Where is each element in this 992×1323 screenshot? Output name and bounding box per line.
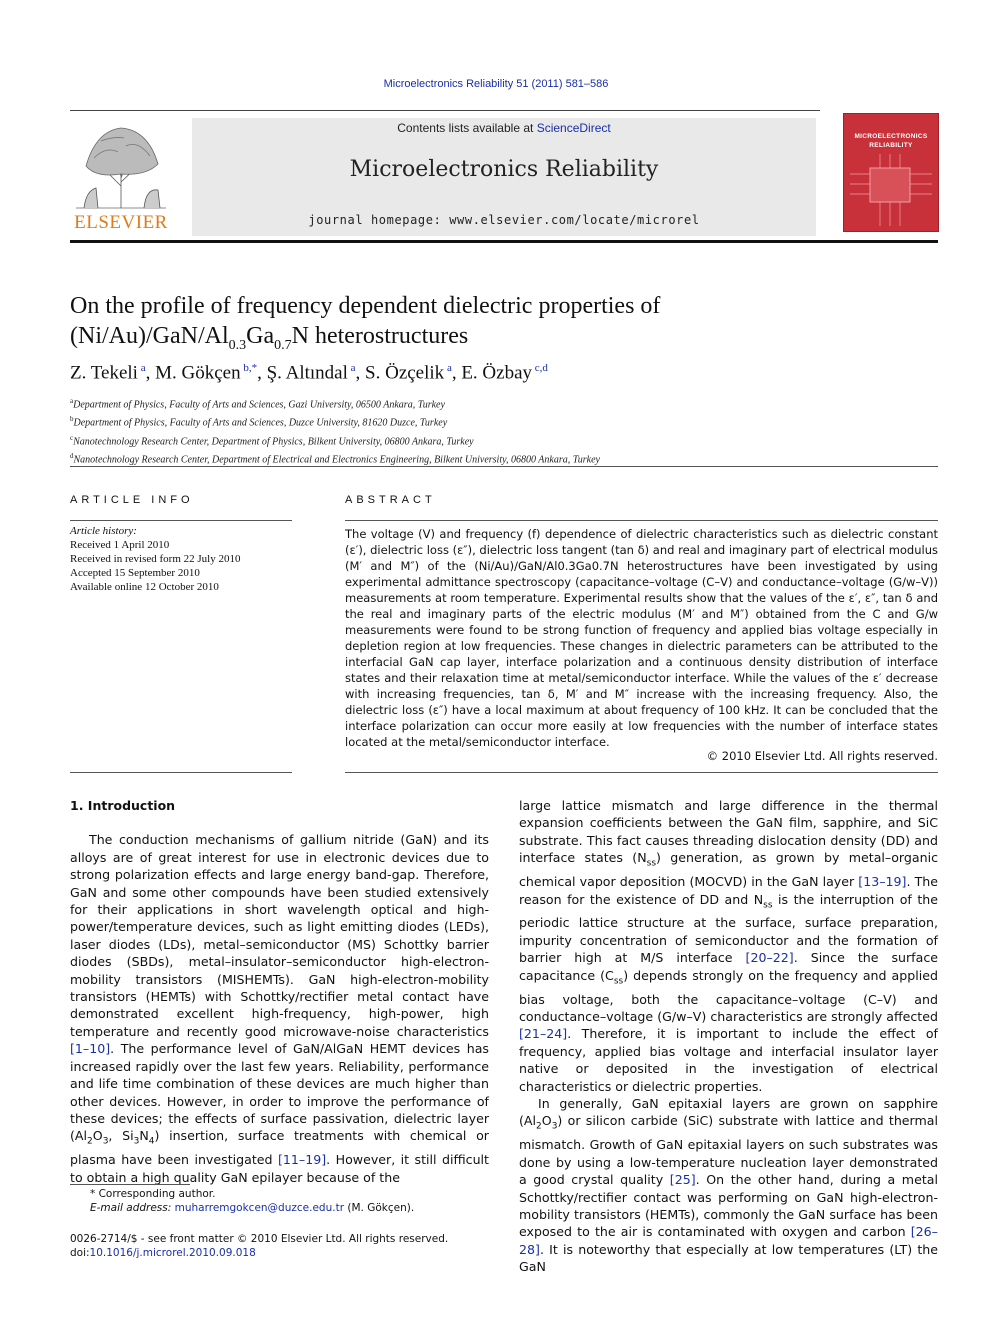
- history-item: Received 1 April 2010: [70, 539, 170, 551]
- email-label: E-mail address:: [90, 1202, 172, 1214]
- paragraph: large lattice mismatch and large difference in the thermal expansion coefficients between the GaN film, sapphire, and SiC substrate. This fact causes threading dislocation density (DD) and interface states $(N_{ss})$ generation, as grown by metal–organic chemical vapor deposition (MOCVD) in the GaN layer [13–19]. The reason for the existence of DD and $N_{ss}$ is the interruption of the periodic lattice structure at the surface, surface preparation, impurity concentration of semiconductor and the formation of barrier high at M/S interface [20–22]. Since the surface capacitance $(C_{ss})$ depends strongly on the frequency and applied bias voltage, both the capacitance–voltage (C–V) and conductance–voltage (G/w–V) characteristics are strongly affected [21–24]. Therefore, it is important to include the effect of frequency, applied bias voltage and interfacial insulator layer native or deposited in the investigation of electrical characteristics or dielectric properties.: [519, 798, 939, 1094]
- abstract-bottom-rule: [345, 772, 938, 773]
- doi-line: doi:10.1016/j.microrel.2010.09.018: [70, 1247, 256, 1259]
- affiliation: $^d$Nanotechnology Research Center, Department of Electrical and Electronics Engineering, Bilkent University, 06800 Ankara, Turkey: [70, 451, 600, 466]
- journal-title[interactable]: Microelectronics Reliability: [349, 157, 659, 182]
- footnote-rule: [70, 1184, 190, 1185]
- article-title: [70, 291, 930, 361]
- reference-link[interactable]: [1–10]: [70, 1041, 111, 1057]
- author-name: Ş. Altındal: [266, 362, 348, 384]
- publisher-wordmark[interactable]: ELSEVIER: [74, 212, 168, 233]
- footnote-marker: *: [90, 1188, 96, 1200]
- section-heading: 1. Introduction: [70, 798, 176, 813]
- reference-link[interactable]: [21–24]: [519, 1026, 568, 1042]
- title-line-2: $(Ni/Au)/GaN/Al_{0.3}Ga_{0.7}N$ heterostructures: [70, 323, 469, 353]
- footnote-label: Corresponding author.: [98, 1188, 216, 1200]
- affiliation: $^a$Department of Physics, Faculty of Arts and Sciences, Gazi University, 06500 Ankara, Turkey: [70, 397, 445, 411]
- header-top-rule: [70, 110, 820, 111]
- history-item: Accepted 15 September 2010: [70, 567, 200, 579]
- article-history: [70, 524, 292, 594]
- body-column-left: [70, 797, 489, 1186]
- journal-homepage: [192, 213, 816, 227]
- affiliation-rule: [70, 466, 938, 467]
- email-owner: (M. Gökçen).: [347, 1202, 415, 1214]
- paragraph: In generally, GaN epitaxial layers are grown on sapphire $(Al_2O_3)$ or silicon carbide (SiC) substrate with lattice and thermal mismatch. Growth of GaN epitaxial layers on such substrates was done by using a low-temperature nucleation layer demonstrated a good crystal quality [25]. On the other hand, during a metal Schottky/rectifier contact was performing on GaN high-electron-mobility transistors (HEMTs), commonly the GaN surface has been exposed to the air is contaminated with oxygen and carbon [26–28]. It is noteworthy that especially at low temperatures (LT) the GaN: [519, 1096, 938, 1275]
- header-bottom-rule: [70, 240, 938, 243]
- history-label: Article history:: [70, 525, 137, 537]
- cover-title-line-1: MICROELECTRONICS: [854, 133, 928, 140]
- author-affiliation-link[interactable]: a: [347, 362, 356, 374]
- paragraph: The conduction mechanisms of gallium nitride (GaN) and its alloys are of great interest for use in electronic devices due to strong polarization effects and large energy band-gap. Therefore, GaN and some other compounds have been studied extensively for their applications in short wavelength optical and high-power/temperature devices, such as light emitting diodes (LEDs), laser diodes (LDs), metal–semiconductor (MS) Schottky barrier diodes (SBDs), metal–insulator–semiconductor high-electron-mobility transistors (MISHEMTs). GaN high-electron-mobility transistors (HEMTs) with Schottky/rectifier metal contact have demonstrated excellent high-frequency, high-power, high temperature and recently good microwave-noise characteristics [1–10]. The performance level of GaN/AlGaN HEMT devices has increased rapidly over the last few years. Reliability, performance and life time combination of these devices are much higher than other devices. However, in order to improve the performance of these devices; the effects of surface passivation, dielectric layer ($Al_2O_3$, $Si_3N_4$) insertion, surface treatments with chemical or plasma have been investigated [11–19]. However, it still difficult to obtain a high quality GaN epilayer because of the: [70, 832, 489, 1185]
- homepage-url[interactable]: www.elsevier.com/locate/microrel: [449, 213, 700, 227]
- reference-link[interactable]: [26–28]: [519, 1224, 938, 1257]
- abstract-heading: ABSTRACT: [345, 494, 436, 506]
- corresponding-author-footnote: [70, 1187, 489, 1215]
- author-affiliation-link[interactable]: a: [137, 362, 146, 374]
- article-info-heading: ARTICLE INFO: [70, 494, 194, 506]
- author-affiliation-link[interactable]: a: [444, 362, 452, 374]
- author-list: Z. Tekeli $^a$, M. Gökçen $^{b,*}$, Ş. Altındal $^a$, S. Özçelik $^a$, E. Özbay $^{c,d}$: [70, 362, 548, 384]
- author-name: Z. Tekeli: [70, 362, 138, 384]
- email-link[interactable]: muharremgokcen@duzce.edu.tr: [174, 1202, 345, 1214]
- author-affiliation-link[interactable]: b,*: [240, 362, 258, 374]
- contents-prefix: Contents lists available at: [397, 121, 534, 135]
- journal-citation[interactable]: Microelectronics Reliability 51 (2011) 581–586: [383, 78, 609, 90]
- reference-link[interactable]: [20–22]: [745, 950, 794, 966]
- homepage-prefix: journal homepage:: [308, 213, 442, 227]
- article-info-rule: [70, 520, 292, 521]
- journal-cover-thumbnail[interactable]: [843, 113, 939, 232]
- cover-title: [844, 132, 938, 150]
- article-info-bottom-rule: [70, 772, 292, 773]
- reference-link[interactable]: [25]: [669, 1172, 696, 1188]
- history-item: Received in revised form 22 July 2010: [70, 553, 241, 565]
- affiliation-list: [70, 394, 930, 467]
- cover-title-line-2: RELIABILITY: [869, 142, 913, 149]
- reference-link[interactable]: [11–19]: [277, 1152, 327, 1168]
- body-column-right: [519, 797, 938, 1276]
- affiliation: $^b$Department of Physics, Faculty of Arts and Sciences, Duzce University, 81620 Duzce, Turkey: [70, 415, 448, 429]
- contents-line: [192, 121, 816, 135]
- abstract-rule: [345, 520, 938, 521]
- author-name: S. Özçelik: [365, 362, 445, 384]
- history-item: Available online 12 October 2010: [70, 581, 219, 593]
- author-name: M. Gökçen: [155, 362, 241, 384]
- affiliation: $^c$Nanotechnology Research Center, Department of Physics, Bilkent University, 06800 Ankara, Turkey: [70, 433, 474, 447]
- reference-link[interactable]: [13–19]: [858, 874, 907, 890]
- issn-line: 0026-2714/$ - see front matter © 2010 Elsevier Ltd. All rights reserved.: [70, 1233, 449, 1245]
- author-affiliation-link[interactable]: c,d: [532, 362, 548, 374]
- abstract-text: The voltage (V) and frequency (f) dependence of dielectric characteristics such as dielectric constant (ε′), dielectric loss (ε″), dielectric loss tangent (tan δ) and real and imaginary part of electrical modulus (M′ and M″) of the (Ni/Au)/GaN/Al0.3Ga0.7N heterostructures have been investigated by using experimental admittance spectroscopy (capacitance–voltage (C–V) and conductance–voltage (G/w–V)) measurements at room temperature. Experimental results show that the values of the ε′, ε″, tan δ and the real and imaginary parts of the electric modulus (M′ and M″) obtained from the C and G/w measurements were found to be strong function of frequency and applied bias voltage especially in depletion region at low frequencies. These changes in dielectric parameters can be attributed to the interfacial GaN cap layer, interface polarization and a continuous density distribution of interface states and their relaxation time at metal/semiconductor interface. While the values of the ε′ decrease with increasing frequencies, tan δ, M′ and M″ increase with the increasing frequency. Also, the dielectric loss (ε″) have a local maximum at about frequency of 100 kHz. It can be concluded that the interface polarization can occur more easily at low frequencies with the number of interface states located at the metal/semiconductor interface.: [345, 527, 938, 749]
- title-line-1: On the profile of frequency dependent dielectric properties of: [70, 293, 661, 319]
- copyright-notice: © 2010 Elsevier Ltd. All rights reserved.: [706, 749, 938, 763]
- page-footer: [70, 1232, 489, 1260]
- doi-link[interactable]: 10.1016/j.microrel.2010.09.018: [89, 1247, 256, 1259]
- author-name: E. Özbay: [461, 362, 533, 384]
- sciencedirect-link[interactable]: ScienceDirect: [536, 121, 611, 135]
- cover-circuit-art: [850, 154, 932, 226]
